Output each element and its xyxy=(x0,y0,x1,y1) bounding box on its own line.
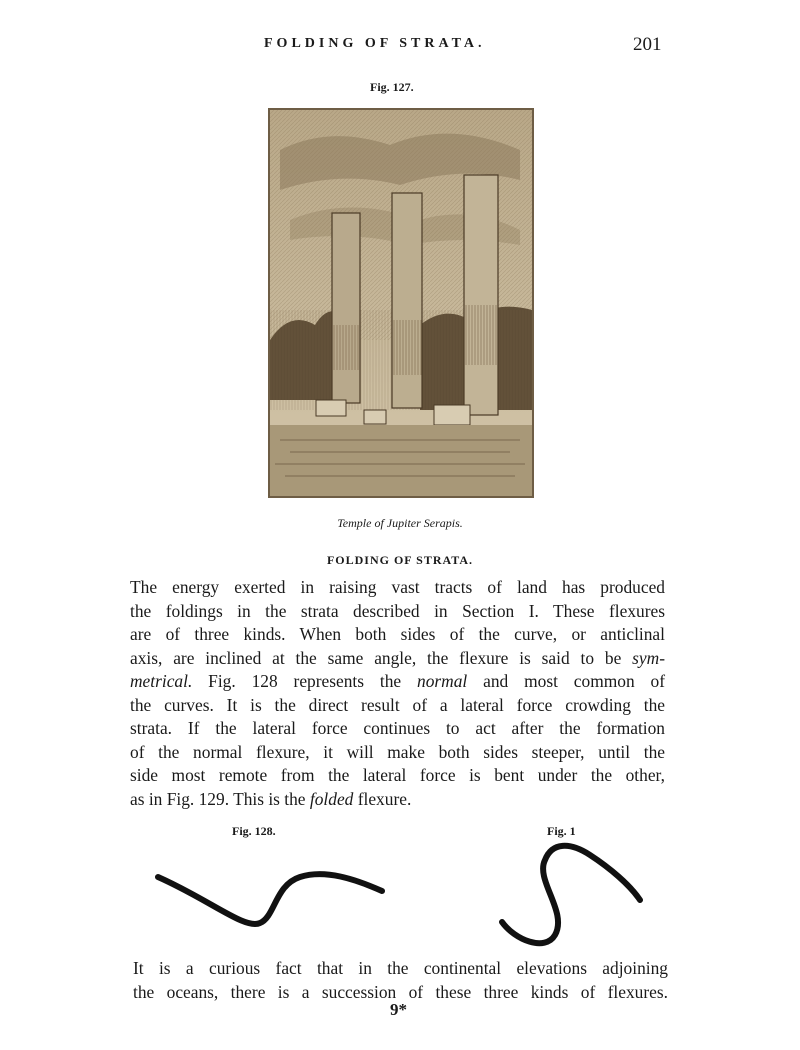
column-middle xyxy=(392,193,422,408)
folded-flexure-curve xyxy=(490,840,650,955)
temple-engraving-image xyxy=(268,108,534,498)
signature-mark: 9* xyxy=(390,1000,407,1019)
figure-127-label: Fig. 127. xyxy=(370,80,414,94)
figure-128-label: Fig. 128. xyxy=(232,824,276,838)
paragraph-line: the foldings in the strata described in Section I. These flexures xyxy=(130,600,665,621)
figure-129-label: Fig. 1 xyxy=(547,824,576,838)
column-left xyxy=(332,213,360,403)
normal-flexure-curve xyxy=(150,855,390,935)
closing-line: It is a curious fact that in the continental elevations adjoining xyxy=(133,958,668,978)
paragraph-line: the curves. It is the direct result of a lateral force crowding the xyxy=(130,694,665,715)
temple-columns-illustration xyxy=(270,110,532,496)
paragraph-line: are of three kinds. When both sides of the curve, or anticlinal xyxy=(130,624,665,644)
page-number: 201 xyxy=(633,34,662,55)
paragraph-line: as in Fig. 129. This is the folded flexure. xyxy=(130,788,412,809)
paragraph-line: The energy exerted in raising vast tracts of land has produced xyxy=(130,577,665,597)
closing-paragraph xyxy=(133,957,668,1004)
figure-127-caption: Temple of Jupiter Serapis. xyxy=(337,516,463,530)
closing-line: the oceans, there is a succession of these three kinds of flexures. xyxy=(133,981,668,1002)
paragraph-line: axis, are inclined at the same angle, the flexure is said to be sym- xyxy=(130,647,665,668)
running-head: FOLDING OF STRATA. xyxy=(264,36,486,51)
paragraph-line: metrical. Fig. 128 represents the normal and most common of xyxy=(130,671,665,691)
paragraph-line: of the normal flexure, it will make both sides steeper, until the xyxy=(130,741,665,762)
section-title: FOLDING OF STRATA. xyxy=(326,553,474,567)
paragraph-line: strata. If the lateral force continues to act after the formation xyxy=(130,718,665,738)
column-right xyxy=(464,175,498,415)
paragraph-line: side most remote from the lateral force is bent under the other, xyxy=(130,765,665,785)
body-paragraph xyxy=(130,576,665,811)
